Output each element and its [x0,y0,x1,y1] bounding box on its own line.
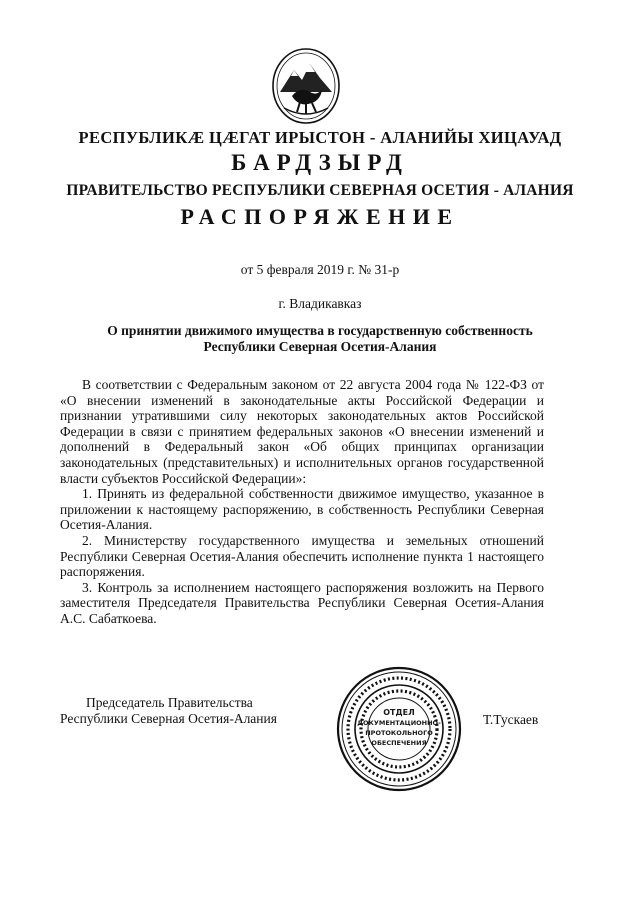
item-paragraph-3: 3. Контроль за исполнением настоящего распоряжения возложить на Первого заместителя Председателя Правительства Республики Северная Осетия-Алания А.С. Сабаткоева. [60,579,544,626]
signatory-position-line-2: Республики Северная Осетия-Алания [60,711,277,726]
header-doc-type: РАСПОРЯЖЕНИЕ [180,204,460,229]
header-ossetian: РЕСПУБЛИКÆ ЦÆГАТ ИРЫСТОН - АЛАНИЙЫ ХИЦАУАД [78,128,562,147]
stamp-line-1: ОТДЕЛ [383,708,415,717]
signatory-name: Т.Тускаев [483,712,539,727]
title-line-2: Республики Северная Осетия-Алания [203,339,437,354]
date-number-line: от 5 февраля 2019 г. № 31-р [240,262,400,277]
header-ossetian-doc-type: БАРДЗЫРД [231,150,409,175]
preamble-paragraph: В соответствии с Федеральным законом от 22 августа 2004 года № 122-ФЗ от «О внесении изменений в законодательные акты Российской Федерации и признании утратившими силу некоторых законодательных актов Российской Федерации в связи с принятием федеральных законов «О внесении изменений и дополнений в Федеральный закон «Об общих принципах организации законодательных (представительных) и исполнительных органов государственной власти субъектов Российской Федерации»: [60,377,544,486]
header-government: ПРАВИТЕЛЬСТВО РЕСПУБЛИКИ СЕВЕРНАЯ ОСЕТИЯ - АЛАНИЯ [66,182,574,199]
title-line-1: О принятии движимого имущества в государственную собственность [107,323,533,338]
official-stamp [335,665,463,793]
document-title [60,323,580,355]
signatory-position-line-1: Председатель Правительства [86,695,253,710]
stamp-line-2: ДОКУМЕНТАЦИОННО- [357,719,441,727]
item-paragraph-2: 2. Министерству государственного имущества и земельных отношений Республики Северная Осетия-Алания обеспечить исполнение пункта 1 настоящего распоряжения. [60,532,544,580]
signatory-position [60,695,277,727]
city-line: г. Владикавказ [278,296,362,311]
stamp-line-4: ОБЕСПЕЧЕНИЯ [371,739,427,747]
item-paragraph-1: 1. Принять из федеральной собственности движимое имущество, указанное в приложении к настоящему распоряжению, в собственность Республики Северная Осетия-Алания. [60,486,544,533]
document-body [60,377,544,627]
coat-of-arms-emblem [270,46,342,126]
stamp-line-3: ПРОТОКОЛЬНОГО [365,729,433,737]
